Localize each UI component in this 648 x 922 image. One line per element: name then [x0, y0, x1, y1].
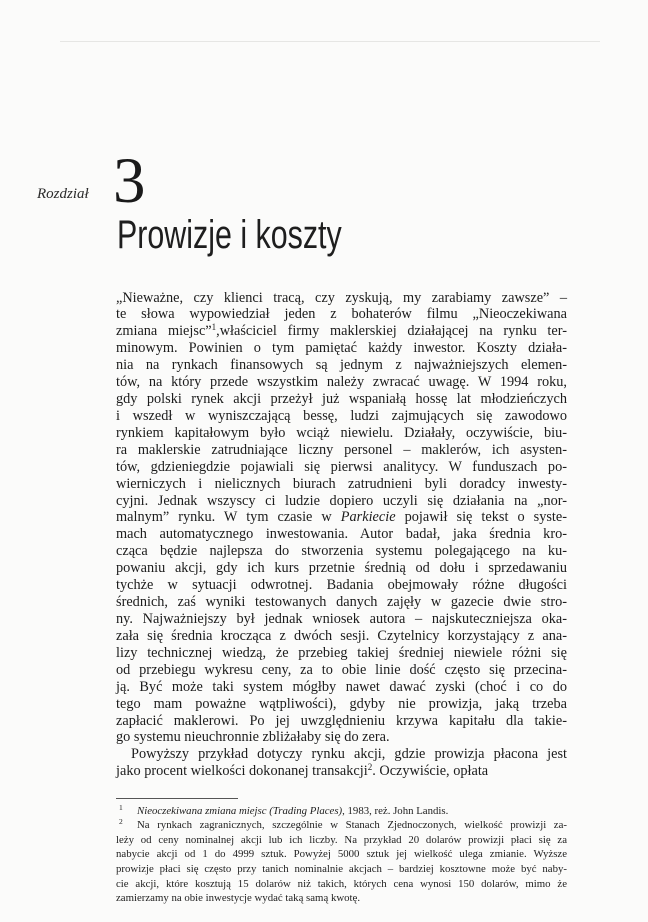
body-line: minowym. Powinien o tym pamiętać każdy inwestor. Koszty działa-: [116, 340, 567, 357]
line-text: . Oczywiście, opłata: [372, 763, 489, 780]
body-line: [116, 763, 567, 780]
body-line: zała się średnia krocząca z dwóch sesji. Czytelnicy korzystający z ana-: [116, 627, 567, 644]
line-text: jako procent wielkości dokonanej transakcji: [116, 763, 368, 780]
footnote-text: Na rynkach zagranicznych, szczególnie w Stanach Zjednoczonych, wielkość prowizji za-: [137, 819, 567, 832]
footnote-2-line: nabycie akcji od 1 do 4999 sztuk. Powyżej 5000 sztuk jej wielkość ulega zmianie. Wyższe: [116, 848, 567, 861]
body-line: tów, gdzieniegdzie pojawiali się pierwsi analitycy. W funduszach po-: [116, 458, 567, 475]
body-line: powaniu akcji, gdy ich kurs przetnie średnią od dołu i sprzedawaniu: [116, 560, 567, 577]
body-line: wierniczych i nielicznych biurach zatrudnieni byli doradcy inwesty-: [116, 475, 567, 492]
body-line: ra maklerskie zatrudniające liczny personel – maklerów, ich asysten-: [116, 441, 567, 458]
footnote-2-line: leży od ceny nominalnej akcji lub ich liczby. Na przykład 20 dolarów prowizji płaci się za: [116, 833, 567, 846]
footnotes: [116, 804, 567, 906]
body-line: nia na rynkach finansowych są jednym z najważniejszych elemen-: [116, 357, 567, 374]
line-text: ,właściciel firmy maklerskiej działającej na rynku ter-: [216, 323, 567, 340]
body-line: i wszedł w wyniszczającą bessę, ludzi zajmujących się zawodowo: [116, 407, 567, 424]
footnote-2-line: cie akcji, które kosztują 15 dolarów niż takich, których cena wynosi 150 dolarów, mimo że: [116, 877, 567, 890]
chapter-label: Rozdział: [37, 186, 89, 202]
body-line: mach automatycznego inwestowania. Autor badał, jaka średnia kro-: [116, 526, 567, 543]
body-line: lizy technicznej wiedzą, że przebieg takiej średniej niewiele różni się: [116, 644, 567, 661]
body-text: [116, 290, 567, 781]
body-line: gdy polski rynek akcji przeżył już wspaniałą hossę lat młodzieńczych: [116, 391, 567, 408]
body-line: tów, na który przede wszystkim należy zwracać uwagę. W 1994 roku,: [116, 374, 567, 391]
body-line: [116, 323, 567, 340]
body-line: zapłacić maklerowi. Po jej uwzględnieniu krzywa kapitału dla takie-: [116, 712, 567, 729]
footnote-text: , 1983, reż. John Landis.: [342, 804, 449, 817]
body-line: „Nieważne, czy klienci tracą, czy zyskują, my zarabiamy zawsze” –: [116, 289, 567, 306]
body-line: rynkiem kapitałowym było wciąż niewielu. Działały, oczywiście, biu-: [116, 424, 567, 441]
footnote-reference: 2: [367, 762, 373, 773]
chapter-number: 3: [113, 145, 146, 217]
footnote-marker: 1: [119, 802, 123, 812]
footnote-2-line: zamierzamy na obie inwestycje wydać taką samą kwotę.: [116, 892, 361, 905]
newspaper-title: Parkiecie: [340, 509, 396, 526]
footnote-2-line: [116, 818, 567, 833]
bleed-through-rule: [60, 41, 600, 42]
line-text: pojawił się tekst o syste-: [395, 509, 567, 526]
body-line: te słowa wypowiedział jeden z bohaterów filmu „Nieoczekiwana: [116, 306, 567, 323]
body-line: tego mam poważne wątpliwości), gdyby nie prowizja, jaką trzeba: [116, 695, 567, 712]
chapter-title: Prowizje i koszty: [117, 213, 342, 257]
film-title: Nieoczekiwana zmiana miejsc (Trading Places): [137, 804, 343, 817]
footnote-1: [116, 804, 567, 819]
footnote-separator: [116, 798, 238, 799]
line-text: zmiana miejsc”: [116, 323, 212, 340]
body-line: ją. Być może taki system mógłby nawet dawać zyski (choć i co do: [116, 678, 567, 695]
body-line: go systemu nieuchronnie zbliżałaby się do zera.: [116, 729, 390, 746]
body-line: ny. Najważniejszy był jednak wniosek autora – najskuteczniejsza oka-: [116, 611, 567, 628]
body-line: średnich, zaś wyniki testowanych danych zajęły w gazecie dwie stro-: [116, 594, 567, 611]
body-line: tychże w sytuacji odwrotnej. Badania obejmowały różne długości: [116, 577, 567, 594]
line-text: malnym” rynku. W tym czasie w: [116, 509, 341, 526]
body-line: cząca będzie najlepsza do stworzenia systemu polegającego na ku-: [116, 543, 567, 560]
body-line: od przebiegu wykresu ceny, za to obie linie dość często się przecina-: [116, 661, 567, 678]
body-line: Powyższy przykład dotyczy rynku akcji, gdzie prowizja płacona jest: [131, 746, 567, 763]
footnote-reference: 1: [211, 322, 217, 333]
body-line: [116, 509, 567, 526]
footnote-2-line: prowizje płaci się często przy tanich nominalnie akcjach – bardziej kosztowne może być naby-: [116, 863, 567, 876]
body-line: cyjni. Jednak wszyscy ci ludzie dopiero uczyli się działania na „nor-: [116, 492, 567, 509]
footnote-marker: 2: [119, 817, 123, 827]
